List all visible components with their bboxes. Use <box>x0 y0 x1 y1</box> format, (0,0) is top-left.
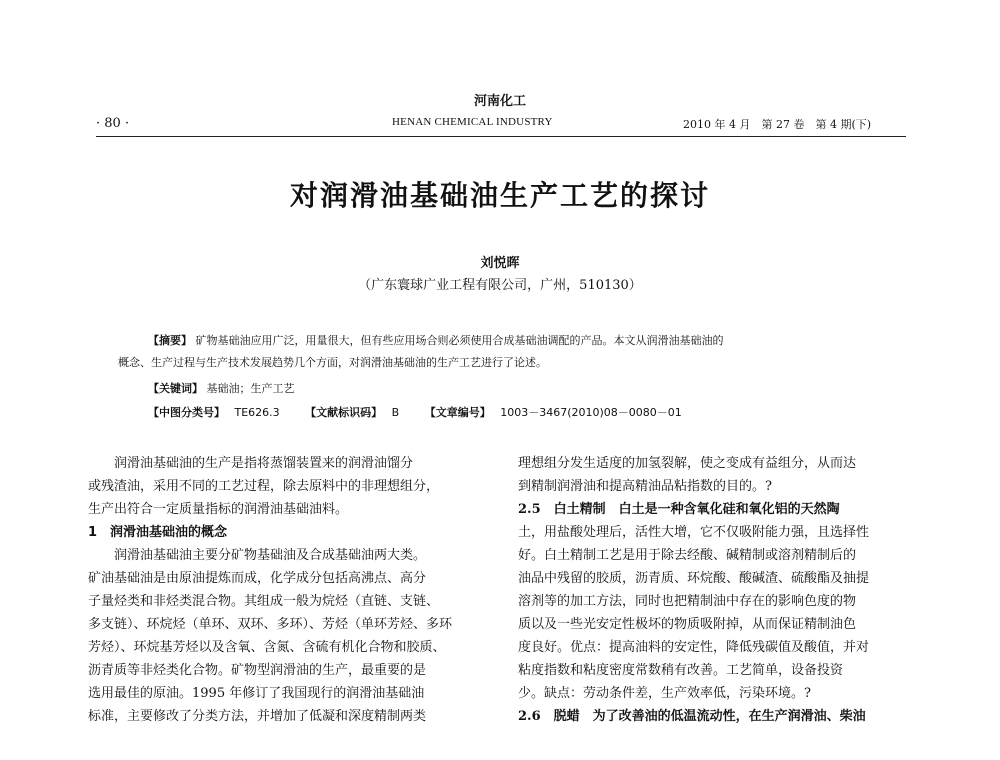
section-heading-1: 1 润滑油基础油的概念 <box>88 525 228 540</box>
body-left-column <box>88 452 498 728</box>
header-divider <box>96 136 906 137</box>
section-heading-2-5: 2.5 白土精制 白土是一种含氧化硅和氧化铝的天然陶 <box>518 502 840 517</box>
article-id-label: 【文章编号】 <box>424 406 491 419</box>
body-line: 标准，主要修改了分类方法，并增加了低凝和深度精制两类 <box>88 709 427 724</box>
abstract-line-2: 概念、生产过程与生产技术发展趋势几个方面，对润滑油基础油的生产工艺进行了论述。 <box>118 356 547 369</box>
author-affiliation: （广东寰球广业工程有限公司，广州，510130） <box>358 278 642 293</box>
paper-title: 对润滑油基础油生产工艺的探讨 <box>289 179 710 212</box>
body-line: 沥青质等非烃类化合物。矿物型润滑油的生产，最重要的是 <box>88 663 427 678</box>
clc-value: TE626.3 <box>234 406 280 419</box>
body-line: 土，用盐酸处理后，活性大增，它不仅吸附能力强，且选择性 <box>518 525 870 540</box>
body-line: 子量烃类和非烃类混合物。其组成一般为烷烃（直链、支链、 <box>88 594 440 609</box>
body-line: 质以及一些光安定性极坏的物质吸附掉，从而保证精制油色 <box>518 617 857 632</box>
issue-info: 2010 年 4 月 第 27 卷 第 4 期(下) <box>683 118 872 131</box>
body-right-column <box>518 452 920 728</box>
body-line: 到精制润滑油和提高精油品粘指数的目的。? <box>518 479 772 494</box>
abstract-label: 【摘要】 <box>148 334 192 347</box>
keywords-label: 【关键词】 <box>148 382 203 395</box>
body-line: 油品中残留的胶质，沥青质、环烷酸、酸碱渣、硫酸酯及抽提 <box>518 571 870 586</box>
body-line: 好。白土精制工艺是用于除去经酸、碱精制或溶剂精制后的 <box>518 548 857 563</box>
journal-name-cn: 河南化工 <box>473 94 526 109</box>
author-name: 刘悦晖 <box>480 256 520 271</box>
body-line: 润滑油基础油的生产是指将蒸馏装置来的润滑油馏分 <box>88 456 414 471</box>
body-line: 选用最佳的原油。1995 年修订了我国现行的润滑油基础油 <box>88 686 425 701</box>
section-heading-2-6: 2.6 脱蜡 为了改善油的低温流动性，在生产润滑油、柴油 <box>518 709 866 724</box>
keywords-value: 基础油；生产工艺 <box>206 382 295 395</box>
body-line: 生产出符合一定质量指标的润滑油基础油料。 <box>88 502 349 517</box>
doc-code-value: B <box>391 406 400 419</box>
abstract-text-1: 矿物基础油应用广泛，用量很大，但有些应用场合则必须使用合成基础油调配的产品。本文从润滑油基础油的 <box>195 334 724 347</box>
body-line: 或残渣油，采用不同的工艺过程，除去原料中的非理想组分， <box>88 479 440 494</box>
body-line: 溶剂等的加工方法，同时也把精制油中存在的影响色度的物 <box>518 594 857 609</box>
keywords <box>148 380 295 396</box>
journal-name-en: HENAN CHEMICAL INDUSTRY <box>392 116 553 128</box>
clc-label: 【中图分类号】 <box>148 406 225 419</box>
body-line: 芳烃）、环烷基芳烃以及含氧、含氮、含硫有机化合物和胶质、 <box>88 640 446 655</box>
body-line: 理想组分发生适度的加氢裂解，使之变成有益组分，从而达 <box>518 456 857 471</box>
body-line: 粘度指数和粘度密度常数稍有改善。工艺简单，设备投资 <box>518 663 844 678</box>
body-line: 少。缺点：劳动条件差，生产效率低，污染环境。? <box>518 686 811 701</box>
page-number: · 80 · <box>96 116 130 131</box>
doc-code-label: 【文献标识码】 <box>305 406 383 419</box>
body-line: 度良好。优点：提高油料的安定性，降低残碳值及酸值，并对 <box>518 640 870 655</box>
abstract-line-1 <box>148 332 724 348</box>
article-id-value: 1003－3467(2010)08－0080－01 <box>500 406 682 419</box>
classification-line <box>148 404 682 420</box>
body-line: 多支链）、环烷烃（单环、双环、多环）、芳烃（单环芳烃、多环 <box>88 617 453 632</box>
body-line: 润滑油基础油主要分矿物基础油及合成基础油两大类。 <box>88 548 427 563</box>
body-line: 矿油基础油是由原油提炼而成，化学成分包括高沸点、高分 <box>88 571 427 586</box>
